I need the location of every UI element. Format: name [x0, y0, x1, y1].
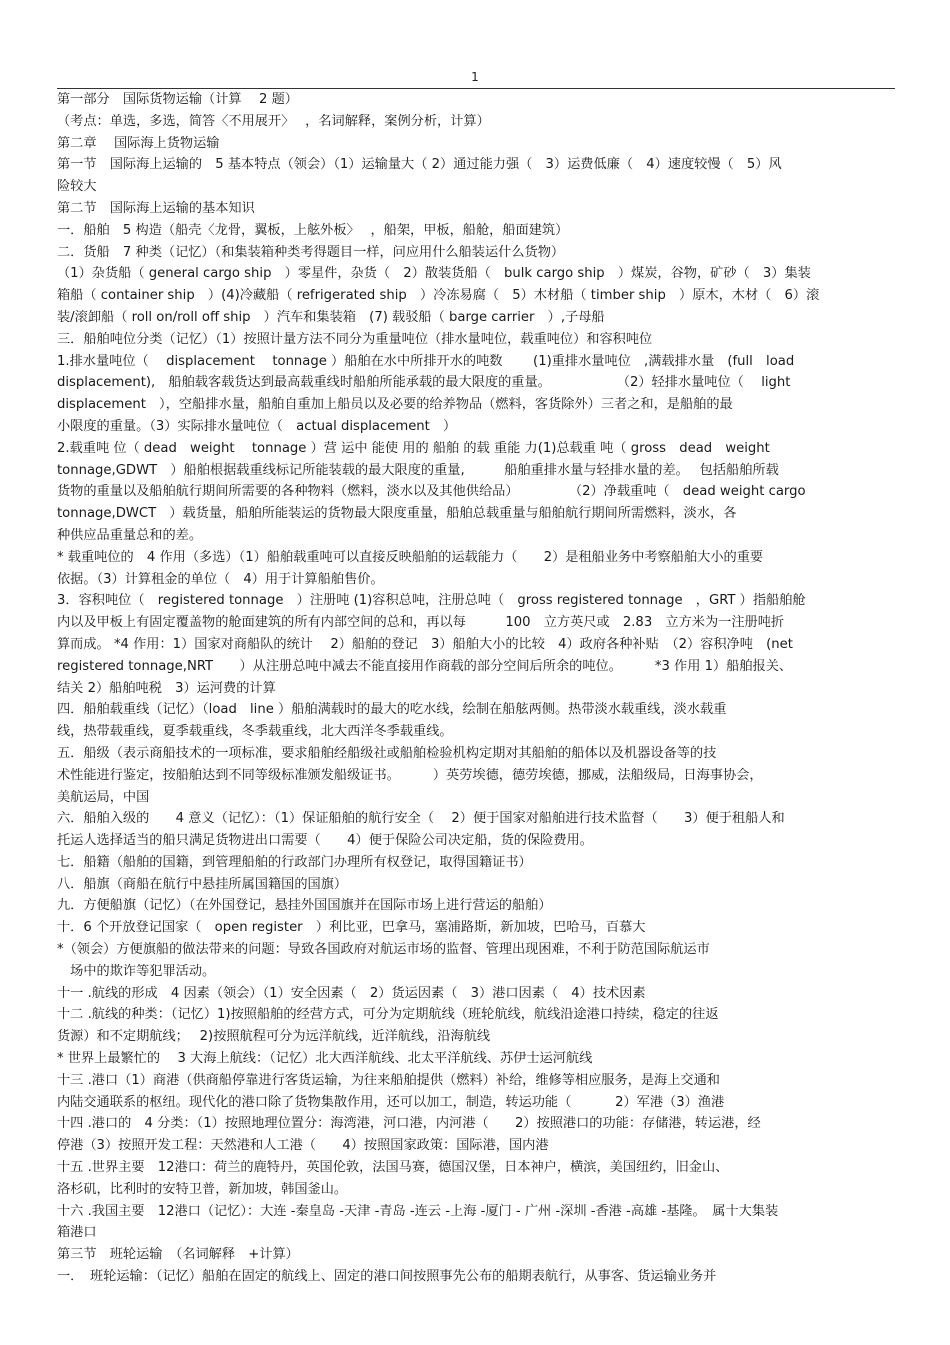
- text-line: 第一节 国际海上运输的 5 基本特点（领会）（1）运输量大（ 2）通过能力强（ 3）运费低廉（ 4）速度较慢（ 5）风: [57, 157, 782, 173]
- page-number: 1: [471, 70, 479, 84]
- text-line: 美航运局，中国: [57, 789, 150, 805]
- text-line: 装/滚卸船（ roll on/roll off ship ）汽车和集装箱 (7) 载驳船（ barge carrier ）,子母船: [57, 309, 605, 325]
- text-line: 十六 .我国主要 12港口（记忆）：大连 -秦皇岛 -天津 -青岛 -连云 -上海 -厦门 - 广州 -深圳 -香港 -高雄 -基隆。 属十大集装: [57, 1203, 779, 1219]
- text-line: 托运人选择适当的船只满足货物进出口需要（ 4）便于保险公司决定船，货的保险费用。: [57, 833, 593, 849]
- text-line: 小限度的重量。（3）实际排水量吨位（ actual displacement ）: [57, 418, 457, 434]
- text-line: 2.载重吨 位（ dead weight tonnage ）营 运中 能使 用的 船舶 的载 重能 力(1)总载重 吨（ gross dead weight: [57, 440, 770, 456]
- text-line: 第三节 班轮运输 （名词解释 +计算）: [57, 1247, 299, 1263]
- text-line: （考点：单选，多选，简答〈不用展开〉 ，名词解释，案例分析，计算）: [57, 113, 490, 129]
- text-line: 线，热带载重线，夏季载重线，冬季载重线，北大西洋冬季载重线。: [57, 724, 453, 740]
- text-line: 险较大: [57, 179, 97, 195]
- text-line: 五．船级（表示商船技术的一项标准，要求船舶经船级社或船舶检验机构定期对其船舶的船体以及机器设备等的技: [57, 745, 717, 761]
- text-line: 十四 .港口的 4 分类：（1）按照地理位置分：海湾港，河口港，内河港（ 2）按照港口的功能：存储港，转运港，经: [57, 1116, 761, 1132]
- text-line: 四．船舶载重线（记忆）（load line ）船舶满载时的最大的吃水线，绘制在船舷两侧。热带淡水载重线，淡水载重: [57, 702, 727, 718]
- text-line: 场中的欺诈等犯罪活动。: [57, 963, 216, 979]
- text-line: 算而成。 *4 作用：1）国家对商船队的统计 2）船舶的登记 3）船舶大小的比较 4）政府各种补贴 （2）容积净吨 (net: [57, 636, 793, 652]
- text-line: * 载重吨位的 4 作用（多选）（1）船舶载重吨可以直接反映船舶的运载能力（ 2）是租船业务中考察船舶大小的重要: [57, 549, 764, 565]
- text-line: 六．船舶入级的 4 意义（记忆）：（1）保证船舶的航行安全（ 2）便于国家对船舶进行技术监督（ 3）便于租船人和: [57, 811, 785, 827]
- text-line: 术性能进行鉴定，按船舶达到不同等级标准颁发船级证书。 ）英劳埃德，德劳埃德，挪威，法船级局，日海事协会，: [57, 767, 763, 783]
- text-line: 二．货船 7 种类（记忆）（和集装箱种类考得题目一样，问应用什么船装运什么货物）: [57, 244, 565, 260]
- text-line: 九．方便船旗（记忆）（在外国登记，悬挂外国国旗并在国际市场上进行营运的船舶）: [57, 898, 552, 914]
- text-line: 十三 .港口（1）商港（供商船停靠进行客货运输，为往来船舶提供（燃料）补给，维修等相应服务，是海上交通和: [57, 1072, 720, 1088]
- text-line: * 世界上最繁忙的 3 大海上航线：（记忆）北大西洋航线、北太平洋航线、苏伊士运河航线: [57, 1051, 593, 1067]
- text-line: 洛杉矶，比利时的安特卫普，新加坡，韩国釜山。: [57, 1181, 348, 1197]
- text-line: 一．船舶 5 构造（船壳〈龙骨，翼板，上舷外板〉 ，船架，甲板，船舱，船面建筑）: [57, 222, 569, 238]
- text-line: 第二章 国际海上货物运输: [57, 135, 220, 151]
- text-line: 3．容积吨位（ registered tonnage ）注册吨 (1)容积总吨，注册总吨（ gross registered tonnage ，GRT ）指船舶舱: [57, 593, 806, 609]
- text-line: 箱船（ container ship ）(4)冷藏船（ refrigerated ship ）冷冻易腐（ 5）木材船（ timber ship ）原木，木材（ 6）滚: [57, 288, 820, 304]
- text-line: 第一部分 国际货物运输（计算 2 题）: [57, 92, 298, 107]
- text-line: 1.排水量吨位（ displacement tonnage ）船舶在水中所排开水的吨数 (1)重排水量吨位 ,满载排水量 (full load: [57, 353, 795, 369]
- text-line: 十二 .航线的种类：（记忆）1)按照船舶的经营方式，可分为定期航线（班轮航线，航线沿途港口持续，稳定的往返: [57, 1007, 719, 1023]
- text-line: 停港（3）按照开发工程：天然港和人工港（ 4）按照国家政策：国际港，国内港: [57, 1138, 549, 1154]
- text-line: 内陆交通联系的枢纽。现代化的港口除了货物集散作用，还可以加工，制造，转运功能（ 2）军港（3）渔港: [57, 1094, 725, 1110]
- text-line: 货源）和不定期航线； 2)按照航程可分为远洋航线，近洋航线，沿海航线: [57, 1029, 491, 1045]
- text-line: tonnage,GDWT ）船舶根据载重线标记所能装载的最大限度的重量, 船舶重排水量与轻排水量的差。 包括船舶所载: [57, 462, 779, 478]
- text-line: tonnage,DWCT ）载货量，船舶所能装运的货物最大限度重量，船舶总载重量与船舶航行期间所需燃料，淡水，各: [57, 506, 737, 522]
- text-line: 十五 .世界主要 12港口：荷兰的鹿特丹，英国伦敦，法国马赛，德国汉堡，日本神户，横滨，美国纽约，旧金山、: [57, 1160, 729, 1176]
- text-line: 依据。（3）计算租金的单位（ 4）用于计算船舶售价。: [57, 571, 384, 587]
- text-line: *（领会）方便旗船的做法带来的问题：导致各国政府对航运市场的监督、管理出现困难，不利于防范国际航运市: [57, 942, 710, 958]
- text-line: 第二节 国际海上运输的基本知识: [57, 200, 255, 216]
- text-line: （1）杂货船（ general cargo ship ）零星件，杂货（ 2）散装货船（ bulk cargo ship ）煤炭，谷物，矿砂（ 3）集装: [57, 266, 811, 282]
- document-body: [57, 89, 895, 1288]
- text-line: 货物的重量以及船舶航行期间所需要的各种物料（燃料，淡水以及其他供给品） （2）净载重吨（ dead weight cargo: [57, 484, 806, 500]
- text-line: 八．船旗（商船在航行中悬挂所属国籍国的国旗）: [57, 876, 348, 892]
- text-line: displacement ），空船排水量，船舶自重加上船员以及必要的给养物品（燃料，客货除外）三者之和，是船舶的最: [57, 397, 733, 413]
- text-line: 内以及甲板上有固定覆盖物的舱面建筑的所有内部空间的总和，再以每 100 立方英尺或 2.83 立方米为一注册吨折: [57, 615, 785, 631]
- text-line: registered tonnage,NRT ）从注册总吨中减去不能直接用作商载的部分空间后所余的吨位。 *3 作用 1）船舶报关、: [57, 658, 793, 674]
- text-line: 种供应品重量总和的差。: [57, 527, 203, 543]
- text-line: 七．船籍（船舶的国籍，到管理船舶的行政部门办理所有权登记，取得国籍证书）: [57, 854, 532, 870]
- text-line: 十．6 个开放登记国家（ open register ）利比亚，巴拿马，塞浦路斯，新加坡，巴哈马，百慕大: [57, 920, 646, 936]
- text-line: 箱港口: [57, 1225, 97, 1241]
- text-line: 三．船舶吨位分类（记忆）（1）按照计量方法不同分为重量吨位（排水量吨位，载重吨位）和容积吨位: [57, 331, 653, 347]
- text-line: 十一 .航线的形成 4 因素（领会）（1）安全因素（ 2）货运因素（ 3）港口因素（ 4）技术因素: [57, 985, 646, 1001]
- text-line: 一． 班轮运输：（记忆）船舶在固定的航线上、固定的港口间按照事先公布的船期表航行，从事客、货运输业务并: [57, 1269, 717, 1285]
- text-line: displacement), 船舶载客载货达到最高载重线时船舶所能承载的最大限度的重量。 （2）轻排水量吨位（ light: [57, 375, 791, 391]
- text-line: 结关 2）船舶吨税 3）运河费的计算: [57, 680, 276, 696]
